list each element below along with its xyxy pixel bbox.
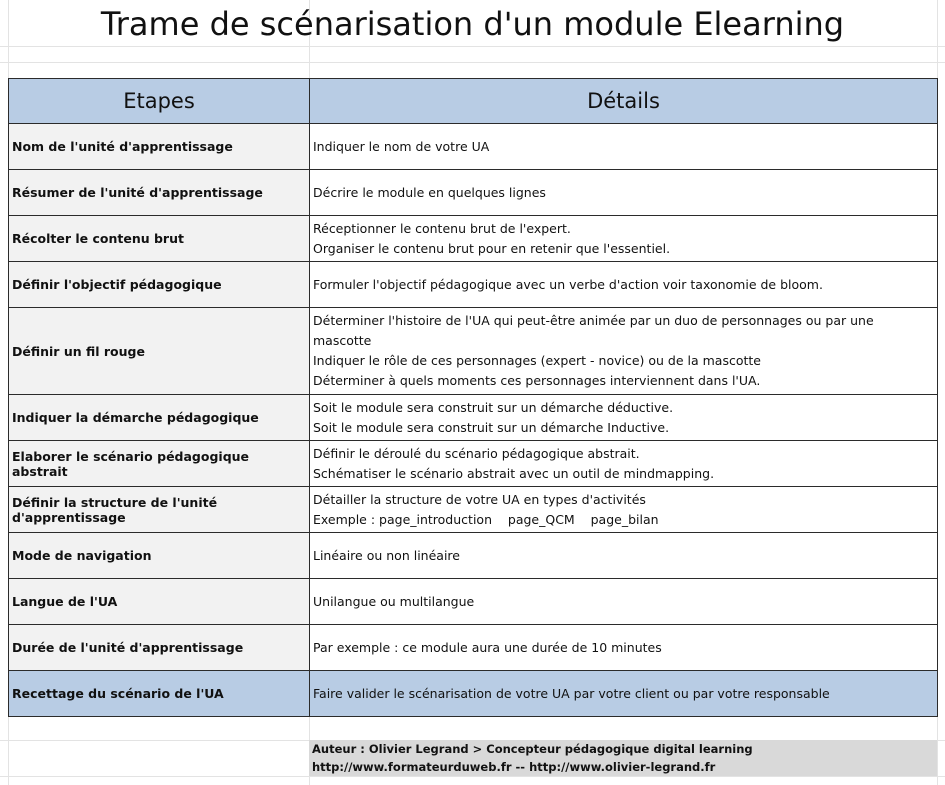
details-line: Définir le déroulé du scénario pédagogique abstrait. — [313, 445, 640, 461]
details-line: Faire valider le scénarisation de votre UA par votre client ou par votre responsable — [313, 685, 830, 701]
details-line: Indiquer le nom de votre UA — [313, 138, 490, 154]
details-cell[interactable] — [310, 671, 938, 717]
details-cell[interactable] — [310, 533, 938, 579]
details-line: Schématiser le scénario abstrait avec un outil de mindmapping. — [313, 465, 715, 481]
step-cell[interactable]: Définir la structure de l'unité d'apprentissage — [9, 487, 310, 533]
details-cell[interactable] — [310, 308, 938, 395]
details-line: Unilangue ou multilangue — [313, 593, 475, 609]
details-line: Formuler l'objectif pédagogique avec un verbe d'action voir taxonomie de bloom. — [313, 276, 823, 292]
step-cell[interactable]: Définir l'objectif pédagogique — [9, 262, 310, 308]
step-cell[interactable]: Recettage du scénario de l'UA — [9, 671, 310, 717]
table-row — [9, 579, 938, 625]
details-line: Soit le module sera construit sur un démarche déductive. — [313, 399, 674, 415]
details-line: Décrire le module en quelques lignes — [313, 184, 546, 200]
page-title: Trame de scénarisation d'un module Elearning — [100, 5, 845, 43]
step-cell[interactable]: Mode de navigation — [9, 533, 310, 579]
details-cell[interactable] — [310, 262, 938, 308]
details-line: Exemple : page_introduction page_QCM page_bilan — [313, 511, 659, 527]
details-cell[interactable] — [310, 487, 938, 533]
grid-line — [0, 46, 945, 47]
details-line: Par exemple : ce module aura une durée de 10 minutes — [313, 639, 662, 655]
details-line: Soit le module sera construit sur un démarche Inductive. — [313, 419, 670, 435]
step-cell[interactable]: Durée de l'unité d'apprentissage — [9, 625, 310, 671]
grid-line — [0, 776, 945, 777]
table-row — [9, 395, 938, 441]
details-cell[interactable] — [310, 441, 938, 487]
scenario-table — [8, 78, 938, 717]
details-cell[interactable] — [310, 170, 938, 216]
details-line: Organiser le contenu brut pour en retenir que l'essentiel. — [313, 240, 671, 256]
table-row — [9, 308, 938, 395]
table-row — [9, 441, 938, 487]
step-cell[interactable]: Récolter le contenu brut — [9, 216, 310, 262]
details-line: Déterminer à quels moments ces personnages interviennent dans l'UA. — [313, 373, 761, 388]
details-cell[interactable] — [310, 216, 938, 262]
table-row — [9, 487, 938, 533]
details-cell[interactable] — [310, 625, 938, 671]
table-header-row — [9, 79, 938, 124]
column-header-details[interactable]: Détails — [310, 79, 938, 124]
details-line: Réceptionner le contenu brut de l'expert. — [313, 220, 571, 236]
step-cell[interactable]: Langue de l'UA — [9, 579, 310, 625]
details-cell[interactable] — [310, 124, 938, 170]
details-line: Détailler la structure de votre UA en types d'activités — [313, 491, 646, 507]
table-row-highlighted — [9, 671, 938, 717]
table-row — [9, 625, 938, 671]
table-row — [9, 170, 938, 216]
step-cell[interactable]: Résumer de l'unité d'apprentissage — [9, 170, 310, 216]
step-cell[interactable]: Indiquer la démarche pédagogique — [9, 395, 310, 441]
website-links[interactable]: http://www.formateurduweb.fr -- http://www.olivier-legrand.fr — [312, 760, 716, 774]
details-line: Linéaire ou non linéaire — [313, 547, 460, 563]
table-row — [9, 533, 938, 579]
author-line: Auteur : Olivier Legrand > Concepteur pédagogique digital learning — [312, 742, 753, 756]
step-cell[interactable]: Elaborer le scénario pédagogique abstrait — [9, 441, 310, 487]
table-row — [9, 216, 938, 262]
table-row — [9, 262, 938, 308]
author-footer[interactable] — [309, 740, 937, 776]
column-header-etapes[interactable]: Etapes — [9, 79, 310, 124]
step-cell[interactable]: Définir un fil rouge — [9, 308, 310, 395]
details-line: Indiquer le rôle de ces personnages (expert - novice) ou de la mascotte — [313, 353, 761, 368]
details-cell[interactable] — [310, 395, 938, 441]
table-row — [9, 124, 938, 170]
details-cell[interactable] — [310, 579, 938, 625]
grid-line — [0, 62, 945, 63]
step-cell[interactable]: Nom de l'unité d'apprentissage — [9, 124, 310, 170]
details-line: Déterminer l'histoire de l'UA qui peut-être animée par un duo de personnages ou par une mascotte — [313, 313, 874, 348]
